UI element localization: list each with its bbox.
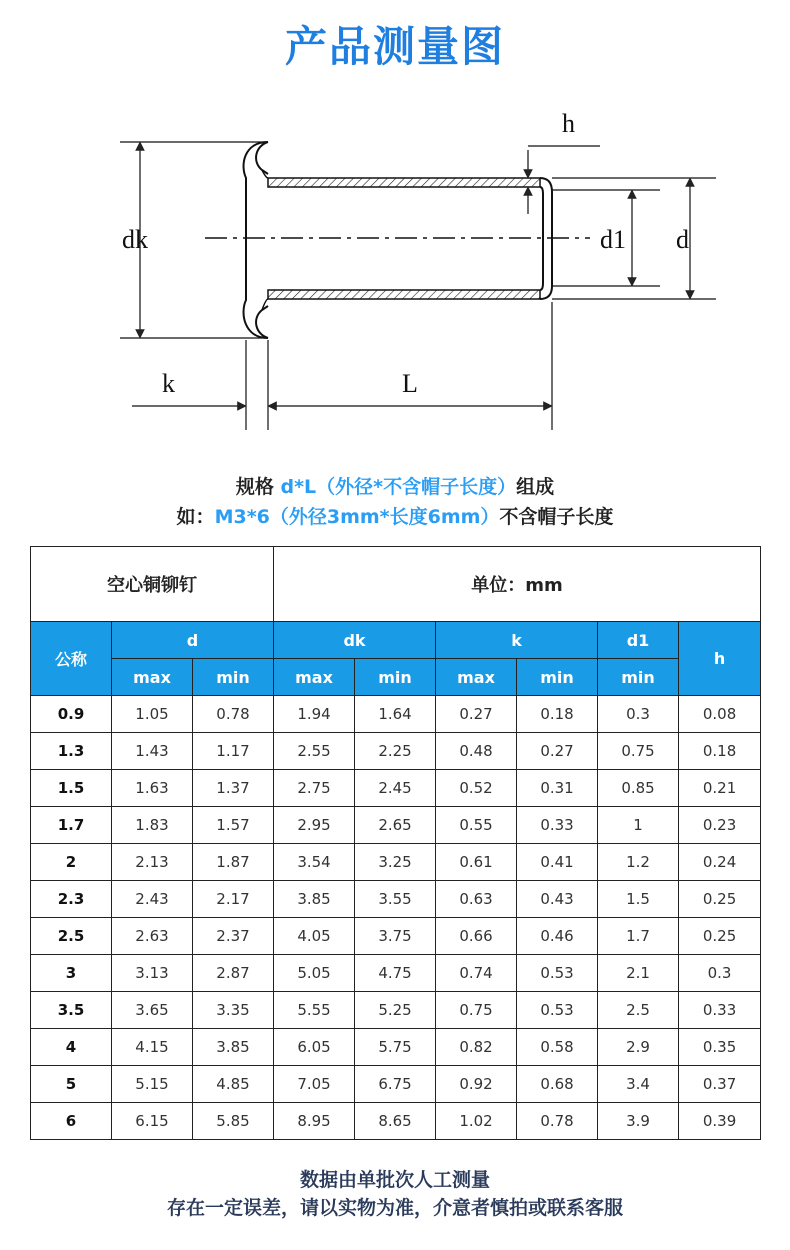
value-cell: 3.85	[193, 1029, 274, 1066]
value-cell: 0.53	[517, 992, 598, 1029]
value-cell: 0.35	[679, 1029, 761, 1066]
col-group-d: d	[112, 622, 274, 659]
value-cell: 1.05	[112, 696, 193, 733]
value-cell: 2.43	[112, 881, 193, 918]
value-cell: 1.5	[598, 881, 679, 918]
nominal-size-cell: 5	[31, 1066, 112, 1103]
nominal-size-cell: 2	[31, 844, 112, 881]
value-cell: 0.21	[679, 770, 761, 807]
value-cell: 2.1	[598, 955, 679, 992]
value-cell: 0.48	[436, 733, 517, 770]
table-body	[31, 696, 761, 1140]
page-title: 产品测量图	[284, 22, 505, 71]
value-cell: 0.58	[517, 1029, 598, 1066]
label-k: k	[162, 369, 175, 398]
col-nominal: 公称	[31, 622, 112, 696]
nominal-size-cell: 1.3	[31, 733, 112, 770]
table-row	[31, 733, 761, 770]
value-cell: 0.78	[517, 1103, 598, 1140]
table-row	[31, 696, 761, 733]
value-cell: 0.92	[436, 1066, 517, 1103]
value-cell: 2.17	[193, 881, 274, 918]
value-cell: 5.75	[355, 1029, 436, 1066]
value-cell: 1.83	[112, 807, 193, 844]
value-cell: 2.65	[355, 807, 436, 844]
spec-line-1-highlight: d*L（外径*不含帽子长度）	[280, 476, 517, 498]
table-row	[31, 881, 761, 918]
spec-line-2-suffix: 不含帽子长度	[499, 506, 614, 528]
value-cell: 3.55	[355, 881, 436, 918]
nominal-size-cell: 3	[31, 955, 112, 992]
value-cell: 0.68	[517, 1066, 598, 1103]
label-L: L	[402, 369, 418, 398]
value-cell: 5.15	[112, 1066, 193, 1103]
value-cell: 0.3	[598, 696, 679, 733]
value-cell: 2.63	[112, 918, 193, 955]
value-cell: 5.05	[274, 955, 355, 992]
nominal-size-cell: 6	[31, 1103, 112, 1140]
value-cell: 5.85	[193, 1103, 274, 1140]
label-dk: dk	[122, 225, 148, 254]
value-cell: 1.17	[193, 733, 274, 770]
col-k-max: max	[436, 659, 517, 696]
table-row	[31, 807, 761, 844]
value-cell: 0.39	[679, 1103, 761, 1140]
label-d: d	[676, 225, 689, 254]
value-cell: 0.74	[436, 955, 517, 992]
value-cell: 2.75	[274, 770, 355, 807]
value-cell: 4.85	[193, 1066, 274, 1103]
value-cell: 1.94	[274, 696, 355, 733]
value-cell: 0.18	[679, 733, 761, 770]
value-cell: 8.95	[274, 1103, 355, 1140]
value-cell: 7.05	[274, 1066, 355, 1103]
value-cell: 0.23	[679, 807, 761, 844]
value-cell: 3.4	[598, 1066, 679, 1103]
table-header-row-2	[31, 659, 761, 696]
value-cell: 0.37	[679, 1066, 761, 1103]
spec-line-2-prefix: 如：	[176, 506, 215, 528]
value-cell: 0.63	[436, 881, 517, 918]
value-cell: 0.61	[436, 844, 517, 881]
value-cell: 3.75	[355, 918, 436, 955]
value-cell: 1.87	[193, 844, 274, 881]
value-cell: 1.57	[193, 807, 274, 844]
value-cell: 0.33	[517, 807, 598, 844]
value-cell: 0.85	[598, 770, 679, 807]
value-cell: 0.75	[598, 733, 679, 770]
value-cell: 3.9	[598, 1103, 679, 1140]
table-row	[31, 955, 761, 992]
table-row	[31, 992, 761, 1029]
value-cell: 1.43	[112, 733, 193, 770]
rivet-measurement-diagram	[0, 90, 790, 450]
table-row	[31, 1066, 761, 1103]
value-cell: 1.63	[112, 770, 193, 807]
col-dk-min: min	[355, 659, 436, 696]
shank-bottom-wall	[268, 290, 540, 299]
nominal-size-cell: 0.9	[31, 696, 112, 733]
table-header-row-1	[31, 622, 761, 659]
value-cell: 0.18	[517, 696, 598, 733]
value-cell: 0.25	[679, 881, 761, 918]
dimension-table	[30, 546, 761, 1140]
value-cell: 2.37	[193, 918, 274, 955]
col-group-k: k	[436, 622, 598, 659]
footer-note-1: 数据由单批次人工测量	[299, 1169, 490, 1191]
value-cell: 0.53	[517, 955, 598, 992]
value-cell: 2.95	[274, 807, 355, 844]
nominal-size-cell: 3.5	[31, 992, 112, 1029]
value-cell: 0.25	[679, 918, 761, 955]
label-h: h	[562, 109, 575, 138]
value-cell: 0.55	[436, 807, 517, 844]
value-cell: 2.45	[355, 770, 436, 807]
value-cell: 6.05	[274, 1029, 355, 1066]
shank-top-wall	[268, 178, 540, 187]
nominal-size-cell: 1.5	[31, 770, 112, 807]
value-cell: 1.02	[436, 1103, 517, 1140]
value-cell: 1.37	[193, 770, 274, 807]
value-cell: 4.15	[112, 1029, 193, 1066]
table-row	[31, 770, 761, 807]
value-cell: 5.25	[355, 992, 436, 1029]
value-cell: 1.2	[598, 844, 679, 881]
value-cell: 0.43	[517, 881, 598, 918]
value-cell: 1	[598, 807, 679, 844]
value-cell: 3.13	[112, 955, 193, 992]
spec-line-2-highlight: M3*6（外径3mm*长度6mm）	[214, 506, 500, 528]
spec-line-1	[0, 472, 790, 499]
rivet-head	[244, 142, 268, 338]
value-cell: 0.08	[679, 696, 761, 733]
nominal-size-cell: 2.3	[31, 881, 112, 918]
value-cell: 3.25	[355, 844, 436, 881]
spec-line-2	[0, 502, 790, 529]
nominal-size-cell: 1.7	[31, 807, 112, 844]
value-cell: 2.25	[355, 733, 436, 770]
value-cell: 4.75	[355, 955, 436, 992]
value-cell: 3.65	[112, 992, 193, 1029]
col-group-h: h	[679, 622, 761, 696]
col-d-min: min	[193, 659, 274, 696]
value-cell: 0.31	[517, 770, 598, 807]
value-cell: 0.33	[679, 992, 761, 1029]
table-row	[31, 918, 761, 955]
value-cell: 3.54	[274, 844, 355, 881]
value-cell: 0.3	[679, 955, 761, 992]
value-cell: 2.5	[598, 992, 679, 1029]
col-d-max: max	[112, 659, 193, 696]
col-d1-min: min	[598, 659, 679, 696]
value-cell: 6.75	[355, 1066, 436, 1103]
spec-line-1-prefix: 规格	[235, 476, 281, 498]
label-d1: d1	[600, 225, 626, 254]
table-row	[31, 844, 761, 881]
unit-label: 单位：mm	[274, 547, 761, 622]
table-title-row	[31, 547, 761, 622]
product-name: 空心铜铆钉	[31, 547, 274, 622]
value-cell: 0.24	[679, 844, 761, 881]
col-group-d1: d1	[598, 622, 679, 659]
value-cell: 0.27	[436, 696, 517, 733]
col-k-min: min	[517, 659, 598, 696]
value-cell: 1.7	[598, 918, 679, 955]
table-row	[31, 1103, 761, 1140]
footer-note-2: 存在一定误差，请以实物为准，介意者慎拍或联系客服	[166, 1197, 623, 1219]
value-cell: 0.27	[517, 733, 598, 770]
value-cell: 1.64	[355, 696, 436, 733]
nominal-size-cell: 4	[31, 1029, 112, 1066]
value-cell: 0.75	[436, 992, 517, 1029]
value-cell: 0.66	[436, 918, 517, 955]
col-dk-max: max	[274, 659, 355, 696]
value-cell: 2.55	[274, 733, 355, 770]
value-cell: 0.78	[193, 696, 274, 733]
value-cell: 3.85	[274, 881, 355, 918]
nominal-size-cell: 2.5	[31, 918, 112, 955]
value-cell: 5.55	[274, 992, 355, 1029]
value-cell: 2.87	[193, 955, 274, 992]
value-cell: 0.46	[517, 918, 598, 955]
value-cell: 8.65	[355, 1103, 436, 1140]
spec-line-1-suffix: 组成	[516, 476, 555, 498]
value-cell: 2.9	[598, 1029, 679, 1066]
value-cell: 0.82	[436, 1029, 517, 1066]
col-group-dk: dk	[274, 622, 436, 659]
value-cell: 6.15	[112, 1103, 193, 1140]
value-cell: 4.05	[274, 918, 355, 955]
value-cell: 0.41	[517, 844, 598, 881]
value-cell: 3.35	[193, 992, 274, 1029]
table-row	[31, 1029, 761, 1066]
value-cell: 2.13	[112, 844, 193, 881]
value-cell: 0.52	[436, 770, 517, 807]
